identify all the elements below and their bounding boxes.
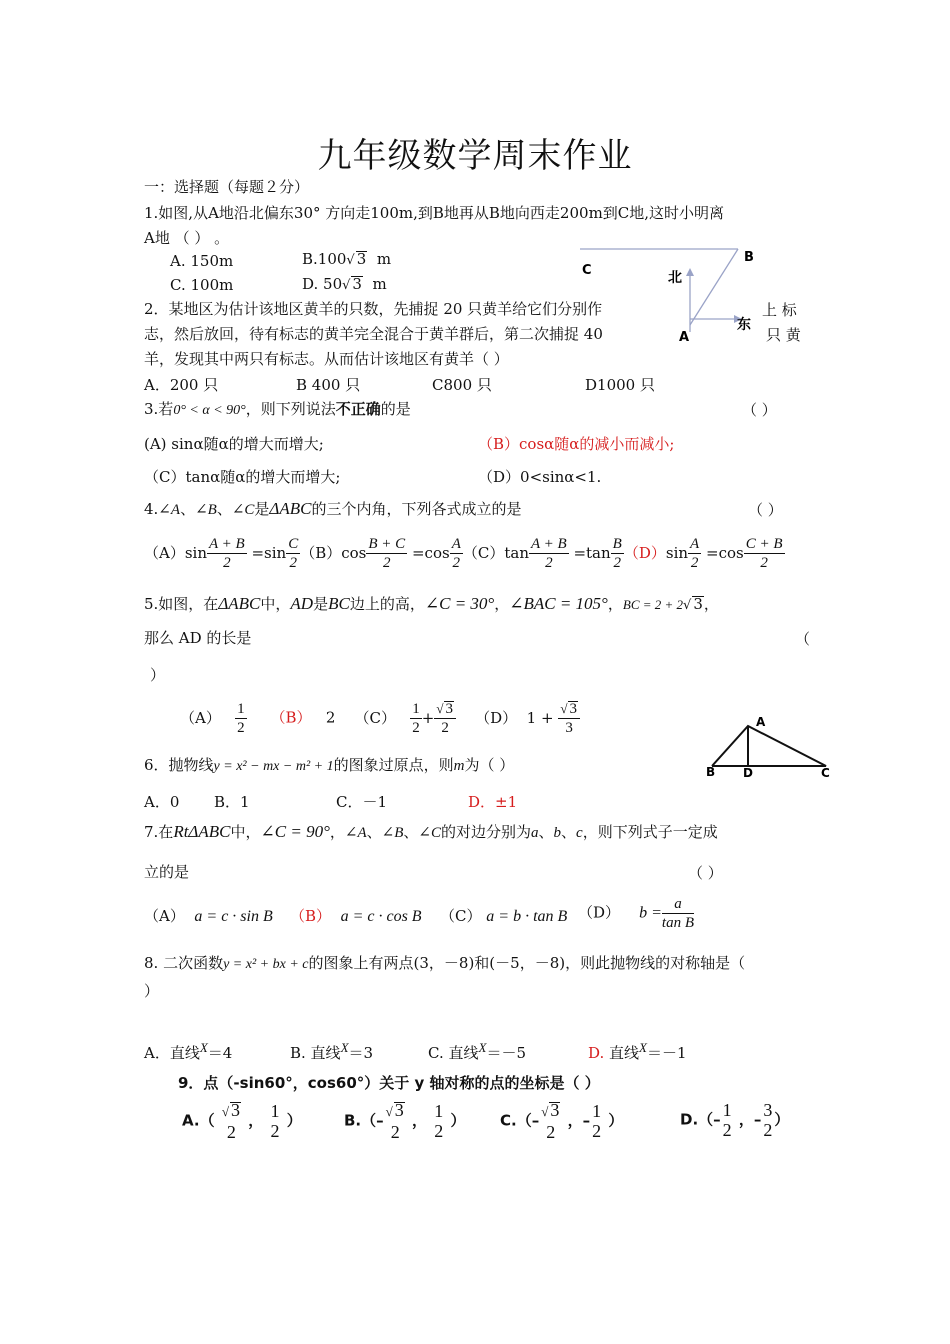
q9-option-d: D.（– 1 2 ，– 3 2 ） [680, 1100, 790, 1140]
q4-options-row [144, 535, 785, 572]
q6-option-c: C．－1 [336, 793, 388, 811]
q9-option-c: C.（– √ 3 2 ，– 1 2 ） [500, 1100, 624, 1142]
q1-option-c: C. 100m [170, 276, 234, 294]
q1-direction-diagram [570, 240, 790, 355]
q4-option-b: （B）cos $\frac{B + C}{2}$ =cos $\frac{A}{2}$ [300, 536, 461, 571]
q3-stem: 3.若0° < α < 90°，则下列说法不正确的是 [144, 400, 411, 418]
q7-stem-line2: 立的是 [144, 863, 190, 881]
label-b: B [744, 250, 754, 265]
q4-option-c: （C）tan $\frac{A + B}{2}$ =tan $\frac{B}{2}$ [462, 536, 622, 571]
q1-option-d: D. 50√ 3 m [302, 275, 387, 293]
q2-stem-line1: 2．某地区为估计该地区黄羊的只数，先捕捉 20 只黄羊给它们分别作 [144, 300, 603, 318]
q7-option-d: （D） b = $\frac{a}{\text{tan B}}$ [578, 896, 694, 931]
q2-stem-line2: 志，然后放回，待有标志的黄羊完全混合于黄羊群后，第二次捕捉 40 [144, 325, 603, 343]
q5-option-c: （C） $\frac{1}{2}$ + $\frac{√ 3}{2}$ [354, 709, 456, 727]
q9-stem: 9．点（-sin60°，cos60°）关于 y 轴对称的点的坐标是（ ） [178, 1074, 600, 1092]
triangle-abc [712, 726, 826, 766]
q8-option-b: B. 直线$^X$＝3 [290, 1040, 374, 1062]
ab-segment [690, 249, 738, 325]
q6-option-d: D．±1 [468, 793, 518, 811]
q5-options-row [180, 700, 580, 737]
q2-option-d: D1000 只 [585, 376, 655, 394]
q8-option-c: C. 直线$^X$＝－5 [428, 1040, 526, 1062]
q8-stem-line2: ） [144, 982, 160, 1000]
q6-stem: 6．抛物线y = x² − mx − m² + 1的图象过原点，则m为（ ） [144, 756, 515, 774]
label-b: B [706, 765, 716, 779]
q8-option-d: D. 直线$^X$＝－1 [588, 1040, 687, 1062]
q1-stem-line1: 1.如图,从A地沿北偏东30° 方向走100m,到B地再从B地向西走200m到C地,这时小明离 [144, 204, 725, 222]
q2-option-b: B 400 只 [296, 376, 361, 394]
q2-option-c: C800 只 [432, 376, 492, 394]
q1-stem-line2: A地 （ ） 。 [144, 229, 230, 247]
q4-paren: （ ） [748, 501, 783, 519]
q8-option-a: A．直线$^X$＝4 [144, 1040, 233, 1062]
q7-option-c: （C） a = b · tan B [440, 907, 568, 925]
q5-stem: 5.如图，在ΔABC中，AD是BC边上的高，∠C = 30°，∠BAC = 105°，BC = 2 + 2√ 3， [144, 594, 719, 613]
label-east: 东 [737, 317, 751, 333]
q1-option-b: B.100√ 3 m [302, 250, 392, 268]
label-a: A [679, 330, 690, 345]
q2-line1-tail: 上 标 [762, 301, 797, 319]
north-arrowhead [686, 268, 694, 276]
q2-stem-line3: 羊，发现其中两只有标志。从而估计该地区有黄羊（ ） [144, 350, 509, 368]
q1-option-a: A. 150m [170, 252, 234, 270]
q7-paren: （ ） [688, 864, 723, 882]
q2-option-a: A．200 只 [144, 376, 219, 394]
q2-line2-tail: 只 黄 [766, 326, 801, 344]
q6-option-a: A．0 [144, 793, 180, 811]
q5-triangle-diagram [700, 712, 840, 782]
q4-option-a: （A）sin $\frac{A + B}{2}$ =sin $\frac{C}{2}$ [144, 536, 299, 571]
q5-paren-right: ） [150, 666, 166, 684]
q9-option-b: B.（– √ 3 2 ， 1 2 ） [344, 1100, 466, 1142]
q9-option-a: A.（ √ 3 2 ， 1 2 ） [182, 1100, 302, 1142]
q4-stem: 4.∠A、∠B、∠C是ΔABC的三个内角，下列各式成立的是 [144, 499, 522, 518]
label-a: A [756, 715, 766, 729]
q7-option-b: （B） a = c · cos B [290, 907, 422, 925]
q8-stem: 8. 二次函数y = x² + bx + c的图象上有两点(3，－8)和(－5，－8)，则此抛物线的对称轴是（ [144, 954, 746, 972]
label-c: C [821, 766, 830, 780]
q7-stem: 7.在RtΔABC中，∠C = 90°，∠A、∠B、∠C的对边分别为a、b、c，则下列式子一定成 [144, 822, 718, 841]
page-title: 九年级数学周末作业 [317, 136, 633, 176]
q3-paren: （ ） [742, 401, 777, 419]
q3-option-a: (A) sinα随α的增大而增大; [144, 435, 324, 453]
section-heading: 一：选择题（每题２分） [144, 178, 310, 196]
q7-option-a: （A） a = c · sin B [144, 907, 273, 925]
q5-option-d: （D） 1 + $\frac{√ 3}{3}$ [475, 709, 580, 727]
q5-stem-line2: 那么 AD 的长是 [144, 629, 252, 647]
q5-option-b: （B） 2 [270, 708, 336, 727]
label-north: 北 [668, 270, 682, 286]
q6-option-b: B．1 [214, 793, 250, 811]
q5-option-a: （A） $\frac{1}{2}$ [180, 701, 245, 736]
q3-option-c: （C）tanα随α的增大而增大; [144, 468, 341, 486]
q3-option-b: （B）cosα随α的减小而减小; [478, 435, 675, 453]
q4-option-d: （D）sin $\frac{A}{2}$ =cos $\frac{C + B}{2}$ [623, 536, 783, 571]
q3-option-d: （D）0<sinα<1. [478, 468, 602, 486]
label-d: D [743, 766, 753, 780]
label-c: C [582, 263, 592, 278]
q5-paren-left: （ [795, 630, 811, 648]
